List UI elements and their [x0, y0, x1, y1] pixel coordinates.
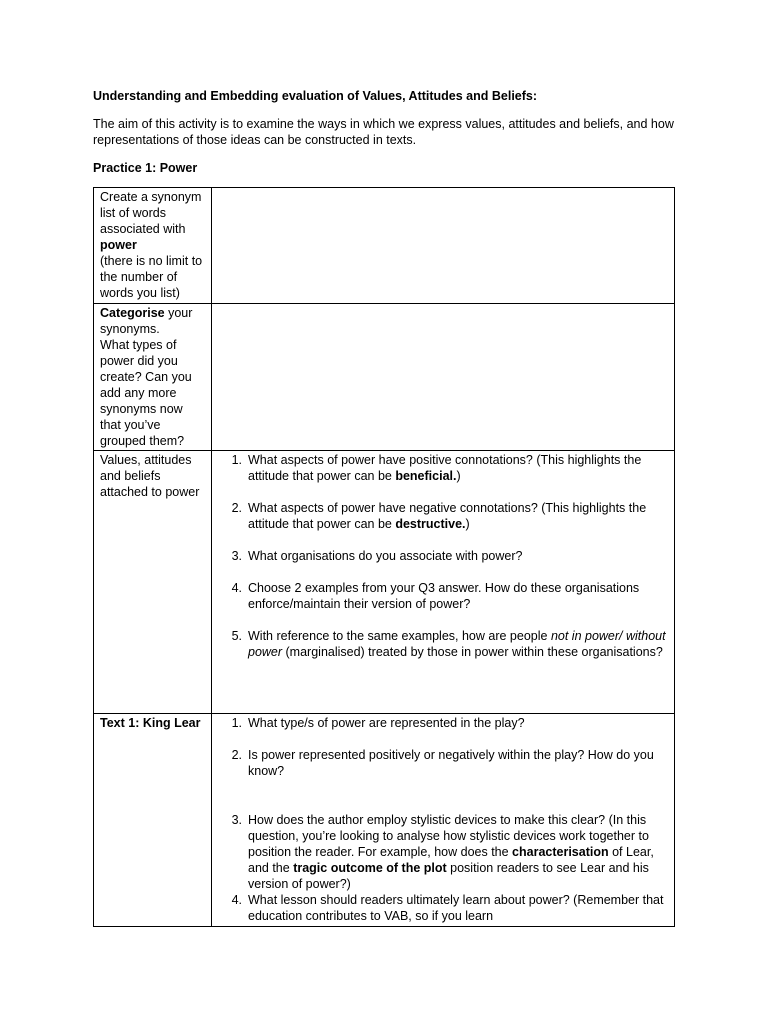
- table-row: [94, 714, 675, 927]
- prompt-bold: Text 1: King Lear: [100, 716, 201, 730]
- prompt-cell: [94, 714, 212, 927]
- prompt-text: (there is no limit to the number of words you list): [100, 254, 203, 300]
- table-row: [94, 188, 675, 304]
- question-text: What lesson should readers ultimately learn about power? (Remember that education contributes to VAB, so if you learn: [248, 893, 664, 923]
- question-number: 1.: [231, 716, 242, 730]
- list-item: [231, 892, 668, 924]
- answer-cell[interactable]: [212, 188, 675, 304]
- prompt-text: Create a synonym list of words associated with: [100, 190, 202, 236]
- list-item: [231, 500, 668, 532]
- practice-heading: Practice 1: Power: [93, 161, 198, 175]
- list-item: [231, 452, 668, 484]
- question-text: Is power represented positively or negatively within the play? How do you know?: [248, 748, 654, 778]
- question-text: What aspects of power have positive connotations? (This highlights the attitude that power can be: [248, 453, 642, 483]
- questions-cell: [212, 714, 675, 927]
- question-number: 1.: [231, 453, 242, 467]
- question-number: 2.: [231, 748, 242, 762]
- question-text: What aspects of power have negative connotations? (This highlights the attitude that power can be: [248, 501, 647, 531]
- prompt-bold: power: [100, 238, 137, 252]
- list-item: [231, 580, 668, 612]
- question-number: 4.: [231, 893, 242, 907]
- intro-paragraph: The aim of this activity is to examine the ways in which we express values, attitudes and beliefs, and how representations of those ideas can be constructed in texts.: [93, 117, 674, 147]
- prompt-cell: Values, attitudes and beliefs attached to power: [94, 451, 212, 714]
- question-text: (marginalised) treated by those in power within these organisations?: [282, 645, 663, 659]
- question-number: 2.: [231, 501, 242, 515]
- question-text: position readers to see Lear and his version of power?): [248, 861, 649, 891]
- question-text: With reference to the same examples, how are people: [248, 629, 551, 643]
- question-number: 3.: [231, 549, 242, 563]
- worksheet-table: [93, 187, 675, 927]
- question-number: 3.: [231, 813, 242, 827]
- question-list: [218, 715, 668, 924]
- prompt-cell: [94, 188, 212, 304]
- list-item: [231, 548, 668, 564]
- list-item: [231, 628, 668, 660]
- questions-cell: [212, 451, 675, 714]
- question-list: [218, 452, 668, 660]
- document-title: Understanding and Embedding evaluation of Values, Attitudes and Beliefs:: [93, 89, 538, 103]
- prompt-cell: [94, 304, 212, 451]
- question-bold: characterisation: [512, 845, 609, 859]
- question-text: ): [456, 469, 461, 483]
- question-text: ): [465, 517, 470, 531]
- question-italic: not in power/ without power: [248, 629, 666, 659]
- prompt-bold: Categorise: [100, 306, 165, 320]
- table-row: [94, 451, 675, 714]
- question-number: 4.: [231, 581, 242, 595]
- prompt-text: What types of power did you create? Can you add any more synonyms now that you’ve grouped them?: [100, 338, 192, 448]
- list-item: [231, 812, 668, 892]
- question-number: 5.: [231, 629, 242, 643]
- question-bold: destructive.: [395, 517, 466, 531]
- question-text: How does the author employ stylistic devices to make this clear? (In this question, you’re looking to analyse how stylistic devices work together to position the reader. For example, how does the: [248, 813, 649, 859]
- question-bold: tragic outcome of the plot: [293, 861, 447, 875]
- question-text: What type/s of power are represented in the play?: [248, 716, 525, 730]
- answer-cell[interactable]: [212, 304, 675, 451]
- list-item: [231, 715, 668, 731]
- prompt-text: your synonyms.: [100, 306, 193, 336]
- list-item: [231, 747, 668, 779]
- table-row: [94, 304, 675, 451]
- question-text: What organisations do you associate with power?: [248, 549, 523, 563]
- question-text: of Lear, and the: [248, 845, 654, 875]
- question-text: Choose 2 examples from your Q3 answer. How do these organisations enforce/maintain their version of power?: [248, 581, 640, 611]
- question-bold: beneficial.: [395, 469, 457, 483]
